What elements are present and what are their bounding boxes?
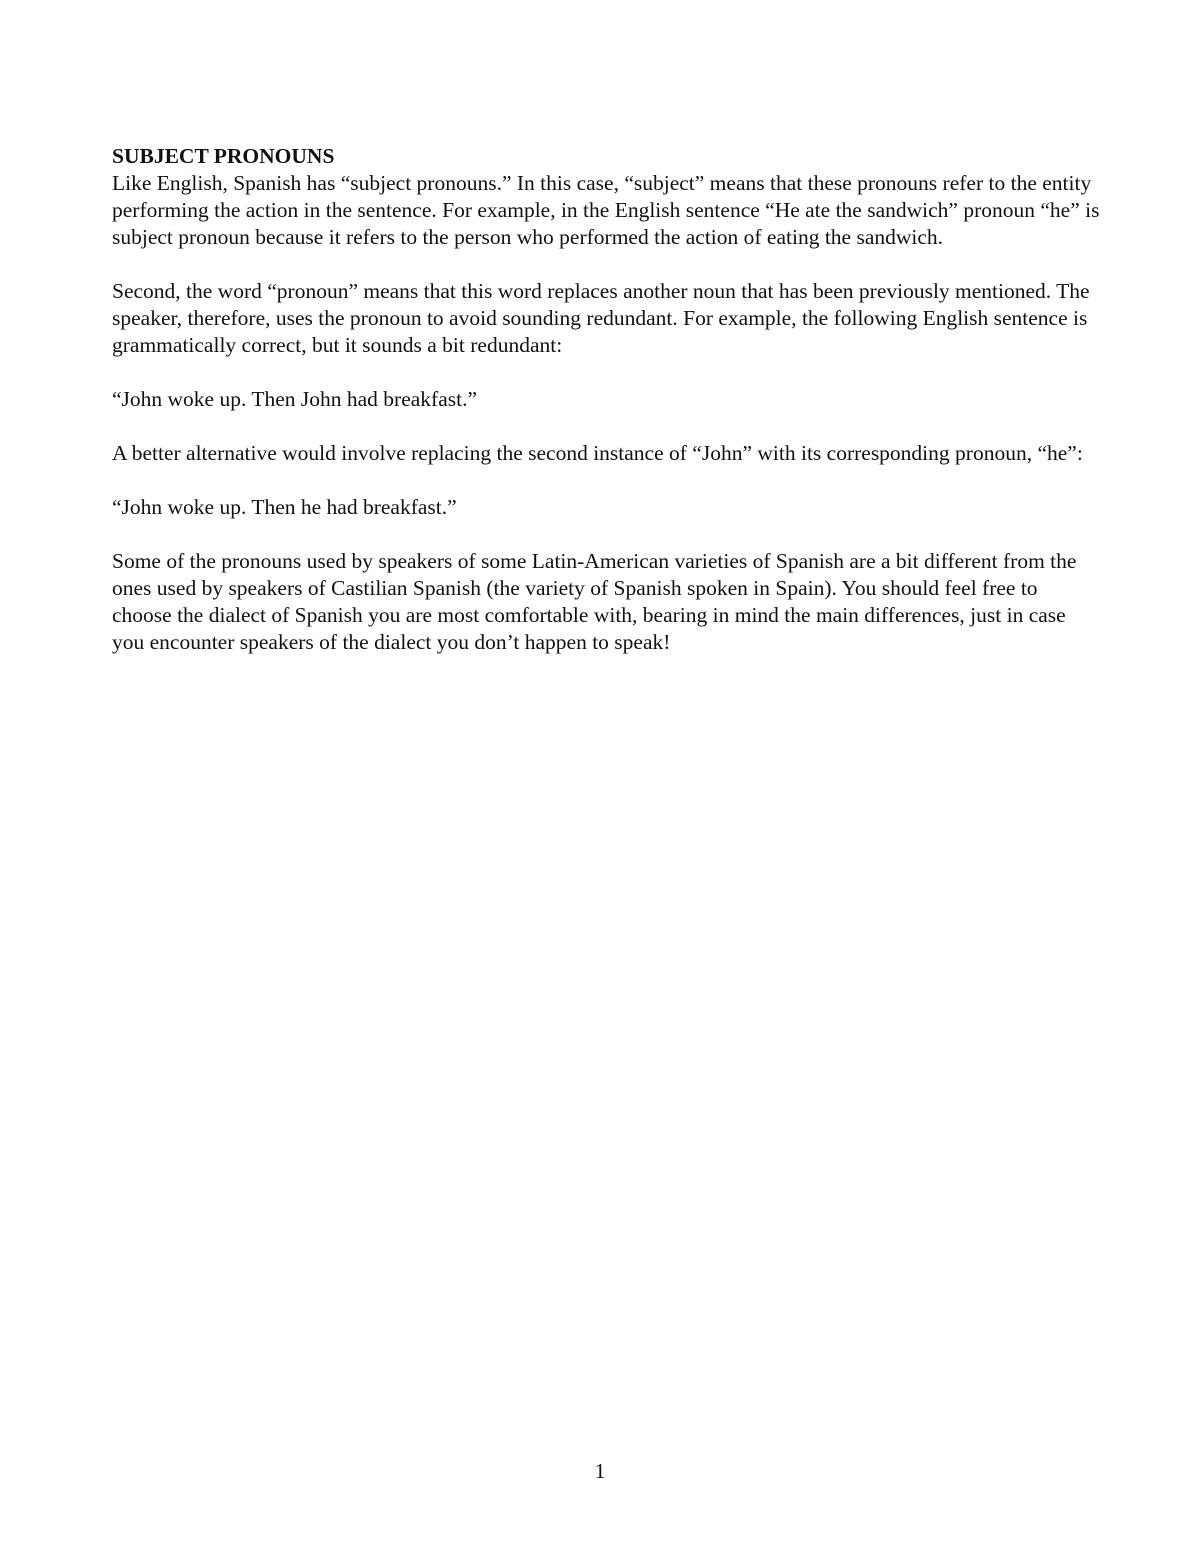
example-sentence-redundant: “John woke up. Then John had breakfast.”	[112, 387, 478, 411]
paragraph-pronoun-meaning: Second, the word “pronoun” means that this word replaces another noun that has been previously mentioned. The speaker, therefore, uses the pronoun to avoid sounding redundant. For example, the following English sentence is grammatically correct, but it sounds a bit redundant:	[112, 279, 1090, 357]
paragraph-better-alternative: A better alternative would involve replacing the second instance of “John” with its corresponding pronoun, “he”:	[112, 441, 1083, 465]
section-heading: SUBJECT PRONOUNS	[112, 144, 335, 168]
paragraph-dialects: Some of the pronouns used by speakers of some Latin-American varieties of Spanish are a bit different from the ones used by speakers of Castilian Spanish (the variety of Spanish spoken in Spain). You should feel free to choose the dialect of Spanish you are most comfortable with, bearing in mind the main differences, just in case you encounter speakers of the dialect you don’t happen to speak!	[112, 549, 1077, 654]
paragraph-intro: Like English, Spanish has “subject pronouns.” In this case, “subject” means that these pronouns refer to the entity performing the action in the sentence. For example, in the English sentence “He ate the sandwich” pronoun “he” is subject pronoun because it refers to the person who performed the action of eating the sandwich.	[112, 171, 1100, 249]
page-number: 1	[594, 1459, 606, 1483]
example-sentence-pronoun: “John woke up. Then he had breakfast.”	[112, 495, 457, 519]
document-body	[112, 143, 1102, 683]
